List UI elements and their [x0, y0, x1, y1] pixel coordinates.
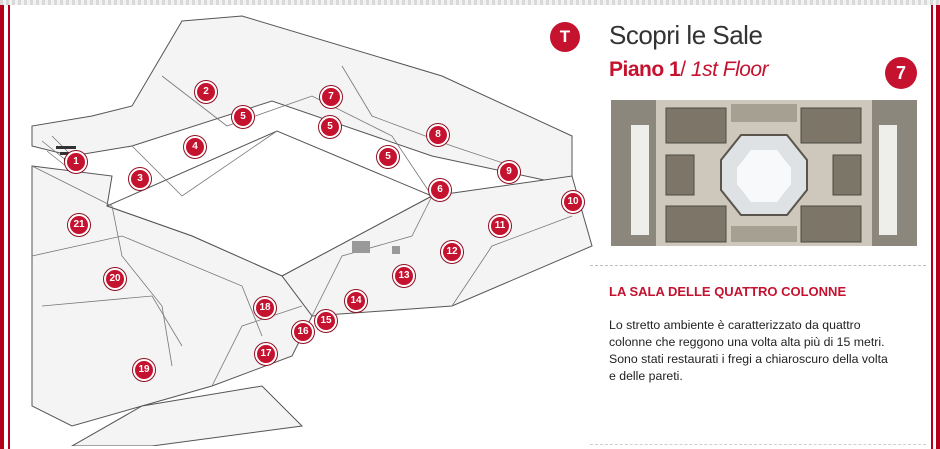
room-description-line: e delle pareti. — [609, 369, 683, 383]
map-marker-room[interactable]: 5 — [377, 146, 399, 168]
room-description-line: Lo stretto ambiente è caratterizzato da quattro — [609, 318, 861, 332]
map-marker-room[interactable]: 5 — [319, 116, 341, 138]
floor-label — [609, 58, 768, 82]
floor-plan-map — [12, 6, 602, 446]
room-title: LA SALA DELLE QUATTRO COLONNE — [609, 284, 847, 299]
map-marker-room[interactable]: 7 — [320, 86, 342, 108]
map-marker-room[interactable]: 8 — [427, 124, 449, 146]
page-title: Scopri le Sale — [609, 20, 763, 50]
t-badge: T — [550, 22, 580, 52]
map-marker-room[interactable]: 11 — [489, 215, 511, 237]
ceiling-photo — [611, 100, 917, 246]
map-marker-room[interactable]: 21 — [68, 214, 90, 236]
map-marker-room[interactable]: 10 — [562, 191, 584, 213]
map-marker-room[interactable]: 12 — [441, 241, 463, 263]
map-marker-room[interactable]: 1 — [65, 151, 87, 173]
map-marker-room[interactable]: 16 — [292, 321, 314, 343]
map-marker-room[interactable]: 3 — [129, 168, 151, 190]
map-marker-room[interactable]: 6 — [429, 179, 451, 201]
footer-divider — [590, 444, 926, 445]
map-marker-room[interactable]: 14 — [345, 290, 367, 312]
left-rail-inner — [8, 5, 10, 449]
map-marker-room[interactable]: 18 — [254, 297, 276, 319]
map-marker-room[interactable]: 15 — [315, 310, 337, 332]
room-photo — [611, 100, 917, 246]
floor-italian: Piano 1 — [609, 58, 681, 81]
section-divider — [590, 265, 926, 266]
map-marker-room[interactable]: 4 — [184, 136, 206, 158]
floor-english: 1st Floor — [690, 58, 769, 81]
room-description-line: colonne che reggono una volta alta più di 15 metri. — [609, 335, 885, 349]
map-marker-room[interactable]: 19 — [133, 359, 155, 381]
room-number-badge: 7 — [885, 57, 917, 89]
map-marker-room[interactable]: 20 — [104, 268, 126, 290]
map-marker-room[interactable]: 2 — [195, 81, 217, 103]
floor-separator: / — [680, 58, 686, 81]
left-rail — [0, 5, 4, 449]
top-border — [0, 0, 940, 5]
map-marker-room[interactable]: 17 — [255, 343, 277, 365]
floor-plan-drawing — [12, 6, 602, 446]
room-description — [609, 317, 939, 385]
map-marker-room[interactable]: 5 — [232, 106, 254, 128]
map-marker-room[interactable]: 9 — [498, 161, 520, 183]
map-marker-room[interactable]: 13 — [393, 265, 415, 287]
room-description-line: Sono stati restaurati i fregi a chiaroscuro della volta — [609, 352, 888, 366]
